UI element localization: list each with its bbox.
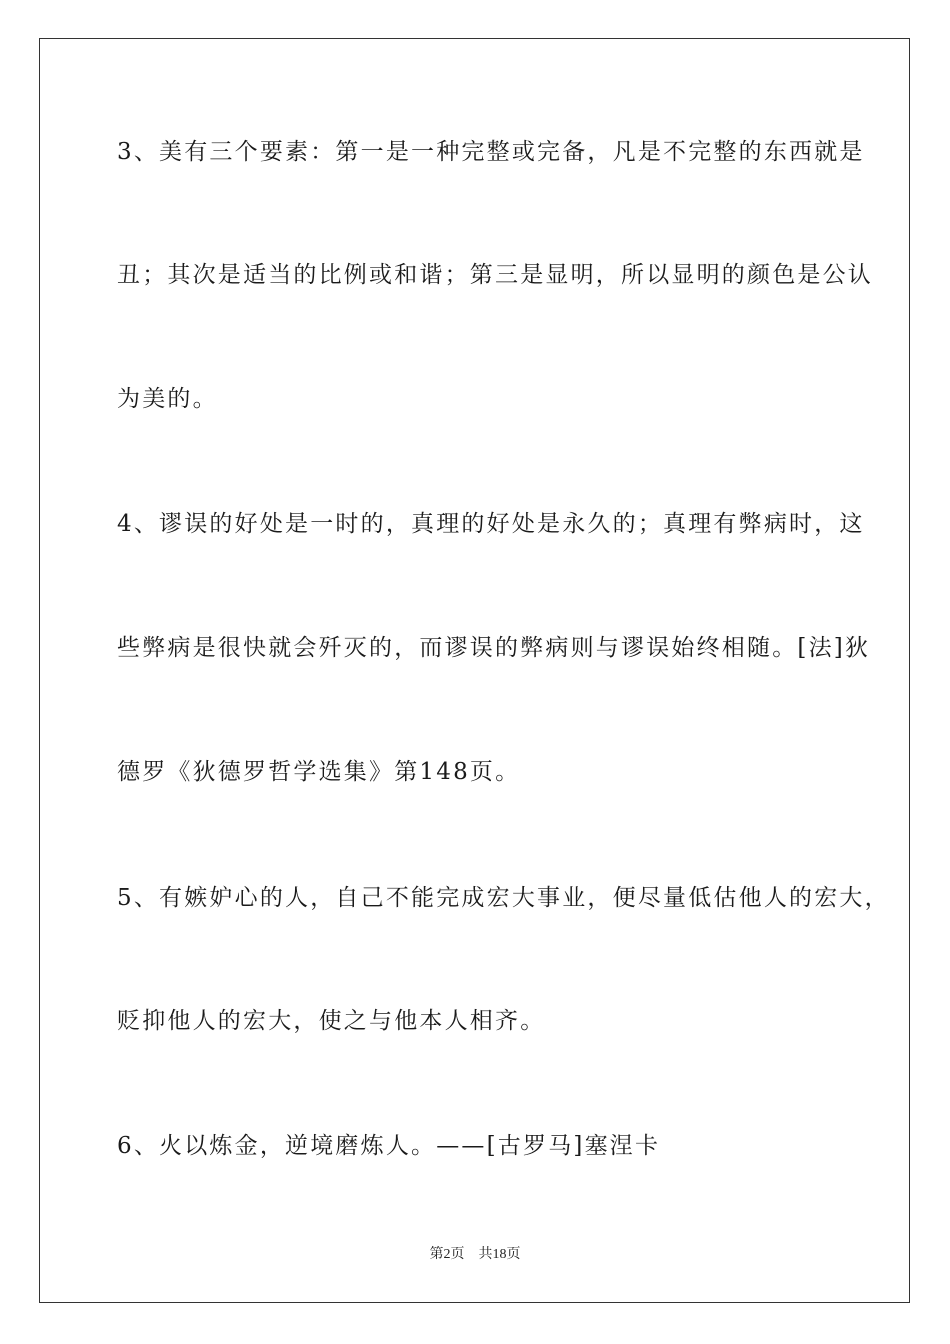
page-number: 第2页 <box>429 1247 465 1262</box>
page-footer <box>0 1246 950 1264</box>
page-total: 共18页 <box>478 1247 521 1262</box>
text-line-8: 贬抑他人的宏大，使之与他本人相齐。 <box>117 1008 546 1034</box>
text-line-3: 为美的。 <box>117 386 218 412</box>
page-border <box>39 38 910 1303</box>
text-line-6: 德罗《狄德罗哲学选集》第148页。 <box>117 759 521 785</box>
text-line-5: 些弊病是很快就会歼灭的，而谬误的弊病则与谬误始终相随。[法]狄 <box>117 635 871 661</box>
text-line-4: 4、谬误的好处是一时的，真理的好处是永久的；真理有弊病时，这 <box>117 511 865 537</box>
text-line-7: 5、有嫉妒心的人，自己不能完成宏大事业，便尽量低估他人的宏大， <box>117 885 890 911</box>
text-line-9: 6、火以炼金，逆境磨炼人。——[古罗马]塞涅卡 <box>117 1133 661 1159</box>
text-line-2: 丑；其次是适当的比例或和谐；第三是显明，所以显明的颜色是公认 <box>117 262 873 288</box>
text-line-1: 3、美有三个要素：第一是一种完整或完备，凡是不完整的东西就是 <box>117 139 865 165</box>
